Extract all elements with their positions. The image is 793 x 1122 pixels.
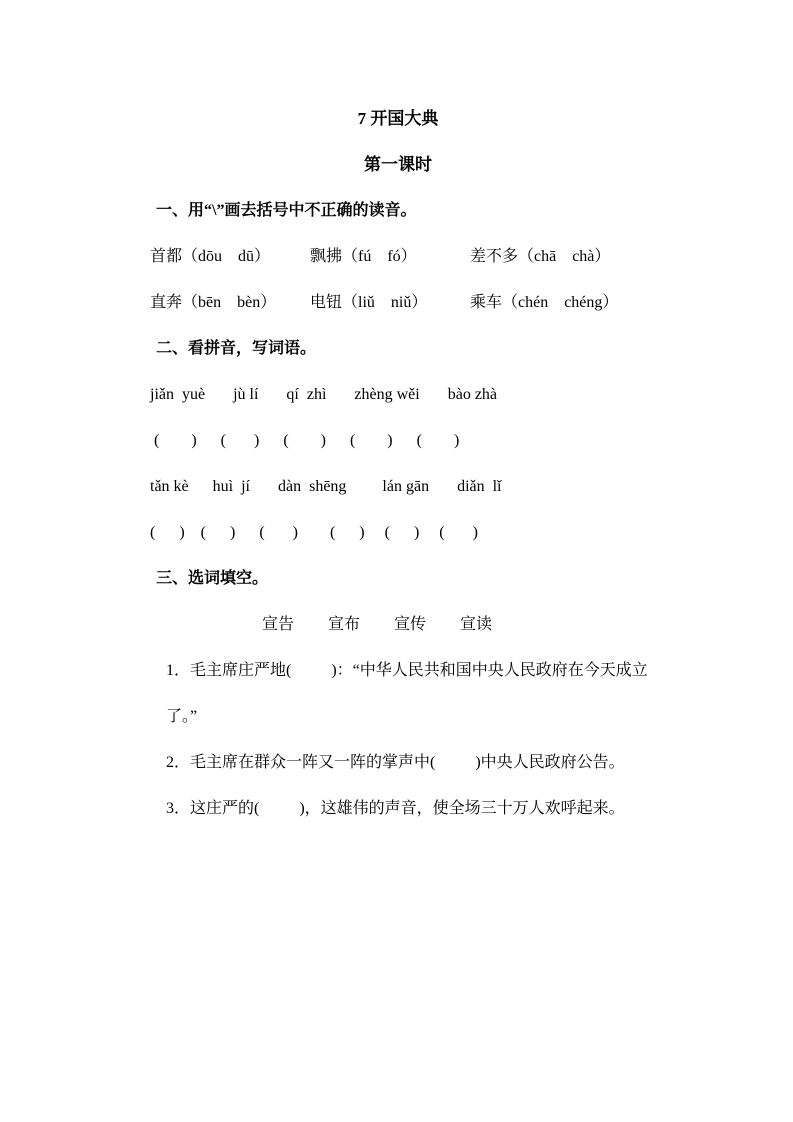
section-1 [150,188,678,326]
section1-pronunciation-row-1 [150,234,678,280]
section-2 [150,326,678,556]
pronunciation-item: 首都（dōu dū） [150,248,271,265]
pronunciation-item: 差不多（chā chà） [470,248,611,265]
section1-pronunciation-row-2 [150,280,678,326]
fill-in-item-3: 3．这庄严的( )，这雄伟的声音，使全场三十万人欢呼起来。 [166,800,625,817]
word-option: 宣布 [328,616,361,633]
answer-blanks-row-2: ( ) ( ) ( ) ( ) ( ) ( ) [150,524,478,541]
doc-title: 7 开国大典 [357,109,439,128]
section-3 [150,556,678,832]
word-options-row [150,602,678,648]
pronunciation-item: 飘拂（fú fó） [310,248,417,265]
pronunciation-item: 直奔（bēn bèn） [150,294,277,311]
word-option: 宣传 [394,616,427,633]
pronunciation-item: 乘车（chén chéng） [470,294,619,311]
section1-heading: 一、用“\”画去括号中不正确的读音。 [156,202,417,219]
fill-in-item-2: 2．毛主席在群众一阵又一阵的掌声中( )中央人民政府公告。 [166,754,625,771]
word-option: 宣告 [262,616,295,633]
answer-blanks-row-1: ( ) ( ) ( ) ( ) ( ) [150,432,460,449]
pinyin-row-2: tǎn kè huì jí dàn shēng lán gān diǎn lǐ [150,478,502,495]
section2-heading: 二、看拼音，写词语。 [156,340,317,357]
pronunciation-item: 电钮（liǔ niǔ） [310,294,428,311]
word-option: 宣读 [460,616,493,633]
section3-heading: 三、选词填空。 [156,570,269,587]
fill-in-item-1: 1．毛主席庄严地( )：“中华人民共和国中央人民政府在今天成立了。” [166,662,648,725]
pinyin-row-1: jiǎn yuè jù lí qí zhì zhèng wěi bào zhà [150,386,498,403]
doc-subtitle: 第一课时 [364,155,432,174]
